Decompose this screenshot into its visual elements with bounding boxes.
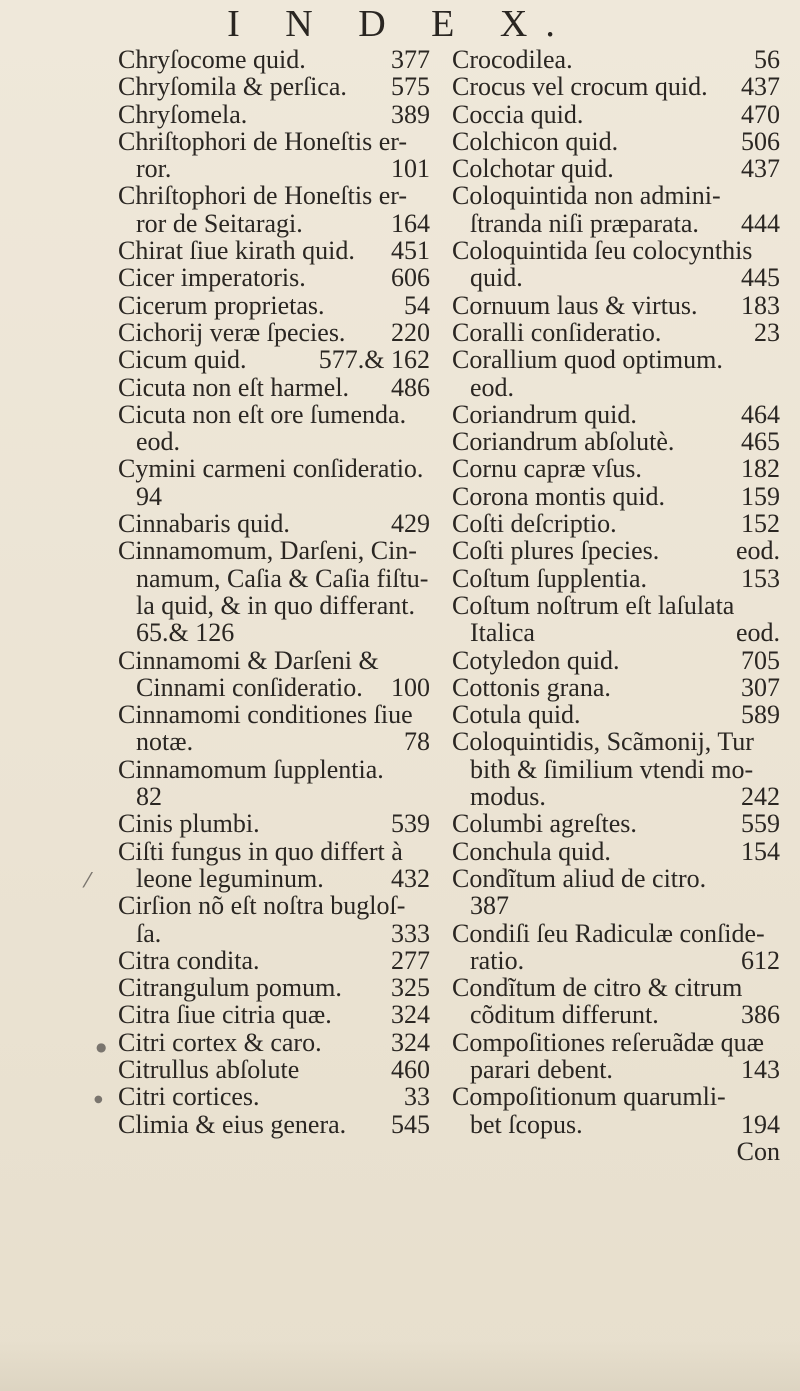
- page-bottom-shadow: [0, 1341, 800, 1391]
- index-entry-line: [118, 128, 430, 155]
- page-number: 153: [741, 563, 780, 593]
- index-entry-text: Coſti plures ſpecies.: [452, 536, 660, 566]
- index-entry-line: [118, 264, 430, 291]
- index-entry-continuation: [118, 565, 430, 592]
- index-entry-line: [118, 292, 430, 319]
- index-entry: [118, 756, 430, 811]
- index-entry-line: [118, 537, 430, 564]
- page-number: 333: [391, 918, 430, 948]
- index-entry-continuation: [452, 1111, 780, 1138]
- index-entry-text: Condiſi ſeu Radiculæ conſide-: [452, 918, 765, 948]
- index-entry-text: 82: [136, 782, 162, 812]
- index-entry-continuation: [452, 619, 780, 646]
- index-entry-line: [452, 455, 780, 482]
- index-entry: [118, 537, 430, 646]
- page-number: 389: [391, 99, 430, 129]
- page-number: 575: [391, 72, 430, 102]
- index-entry-text: Cotula quid.: [452, 700, 581, 730]
- index-entry-text: Cottonis grana.: [452, 672, 611, 702]
- index-entry: [118, 319, 430, 346]
- page-number: 445: [741, 263, 780, 293]
- page-number: 101: [391, 154, 430, 184]
- page-number: 705: [741, 645, 780, 675]
- page-number: 437: [741, 72, 780, 102]
- index-entry-text: Coſti deſcriptio.: [452, 509, 617, 539]
- index-entry: [118, 510, 430, 537]
- index-entry-line: [452, 565, 780, 592]
- index-entry-line: [452, 483, 780, 510]
- page-number: 470: [741, 99, 780, 129]
- index-entry-continuation: [118, 865, 430, 892]
- index-entry-text: Cinnami conſideratio.: [136, 672, 363, 702]
- index-entry: [118, 810, 430, 837]
- index-entry-text: ror de Seitaragi.: [136, 208, 303, 238]
- margin-dot: ●: [94, 1094, 103, 1105]
- index-entry: [452, 510, 780, 537]
- index-entry-line: [452, 401, 780, 428]
- index-entry-line: [118, 1056, 430, 1083]
- index-entry: [118, 974, 430, 1001]
- index-entry-line: [118, 510, 430, 537]
- index-entry-text: Cinnamomi & Darſeni &: [118, 645, 379, 675]
- index-entry-text: Crocodilea.: [452, 45, 573, 74]
- index-entry-text: eod.: [136, 427, 181, 457]
- index-entry-text: Coralli conſideratio.: [452, 317, 662, 347]
- index-entry-line: [118, 182, 430, 209]
- index-entry-continuation: [118, 728, 430, 755]
- index-entry: [452, 182, 780, 237]
- index-entry: [452, 346, 780, 401]
- page-number: 23: [754, 317, 780, 347]
- index-entry-line: [118, 647, 430, 674]
- index-entry: [452, 128, 780, 155]
- page-number: 437: [741, 154, 780, 184]
- index-entry-text: Columbi agreſtes.: [452, 809, 637, 839]
- page-number: 386: [741, 1000, 780, 1030]
- index-entry-continuation: [118, 428, 430, 455]
- index-entry-line: [452, 920, 780, 947]
- page-number: 577.& 162: [318, 345, 430, 375]
- index-entry-text: Coſtum noſtrum eſt laſulata: [452, 590, 735, 620]
- index-entry-text: Citrangulum pomum.: [118, 973, 342, 1003]
- index-entry-line: [452, 1083, 780, 1110]
- page-number: 33: [404, 1082, 430, 1112]
- page-number: 182: [741, 454, 780, 484]
- index-entry-text: Conchula quid.: [452, 836, 611, 866]
- index-entry-text: Colchotar quid.: [452, 154, 614, 184]
- index-entry-text: ſtranda niſi præparata.: [470, 208, 699, 238]
- index-entry: [118, 401, 430, 456]
- index-entry-line: [118, 810, 430, 837]
- page-number: 606: [391, 263, 430, 293]
- page-number: 220: [391, 317, 430, 347]
- index-entry-text: Cicerum proprietas.: [118, 290, 325, 320]
- index-entry-line: [452, 428, 780, 455]
- index-entry: [452, 974, 780, 1029]
- index-entry-line: [452, 974, 780, 1001]
- index-entry-text: Cotyledon quid.: [452, 645, 620, 675]
- index-entry-line: [452, 101, 780, 128]
- page-number: 444: [741, 208, 780, 238]
- index-entry: [118, 374, 430, 401]
- index-entry: [452, 810, 780, 837]
- index-entry-line: [452, 537, 780, 564]
- index-entry-text: Crocus vel crocum quid.: [452, 72, 708, 102]
- index-entry-line: [452, 647, 780, 674]
- index-entry-text: Citrullus abſolute: [118, 1054, 300, 1084]
- margin-dot: ●: [96, 1040, 107, 1054]
- index-entry-line: [452, 46, 780, 73]
- index-entry-line: [118, 1001, 430, 1028]
- index-entry-text: Chryſocome quid.: [118, 45, 306, 74]
- index-entry-continuation: [452, 756, 780, 783]
- index-entry-text: Corona montis quid.: [452, 481, 666, 511]
- index-entry-text: Citra ſiue citria quæ.: [118, 1000, 332, 1030]
- index-entry-line: [452, 73, 780, 100]
- index-entry-text: ſa.: [136, 918, 162, 948]
- page-number: 545: [391, 1109, 430, 1139]
- index-entry-text: 65.& 126: [136, 618, 235, 648]
- margin-pencil-mark: ⁄: [86, 868, 90, 892]
- index-entry-line: [118, 974, 430, 1001]
- index-column-left: [118, 46, 430, 1138]
- index-entry: [118, 455, 430, 510]
- index-entry-continuation: [118, 920, 430, 947]
- index-entry-text: 387: [470, 891, 509, 921]
- index-entry-line: [118, 319, 430, 346]
- page-number: 183: [741, 290, 780, 320]
- page-number: 429: [391, 509, 430, 539]
- index-entry-continuation: [452, 783, 780, 810]
- index-entry-line: [452, 292, 780, 319]
- index-entry-line: [452, 128, 780, 155]
- index-entry-text: Cicum quid.: [118, 345, 247, 375]
- index-entry-line: [452, 1029, 780, 1056]
- index-entry: [118, 182, 430, 237]
- index-entry: [452, 237, 780, 292]
- index-entry: [452, 647, 780, 674]
- index-entry: [118, 1001, 430, 1028]
- page-number: 325: [391, 973, 430, 1003]
- index-entry: [452, 865, 780, 920]
- index-entry-text: ror.: [136, 154, 172, 184]
- index-entry-text: Cinnabaris quid.: [118, 509, 290, 539]
- page-number: 464: [741, 399, 780, 429]
- index-entry-text: Coriandrum abſolutè.: [452, 427, 675, 457]
- index-entry: [118, 346, 430, 373]
- index-entry-text: Climia & eius genera.: [118, 1109, 347, 1139]
- index-entry-continuation: [118, 210, 430, 237]
- index-entry-continuation: [118, 783, 430, 810]
- index-entry-text: Chryſomila & perſica.: [118, 72, 347, 102]
- index-entry-text: Corallium quod optimum.: [452, 345, 723, 375]
- index-entry-line: [452, 237, 780, 264]
- index-entry-text: namum, Caſia & Caſia fiſtu-: [136, 563, 429, 593]
- index-entry: [452, 155, 780, 182]
- index-entry: [452, 1029, 780, 1084]
- index-entry-continuation: [452, 947, 780, 974]
- index-entry-continuation: [118, 155, 430, 182]
- index-entry-text: Coriandrum quid.: [452, 399, 637, 429]
- page-number: 78: [404, 727, 430, 757]
- index-entry: [118, 1083, 430, 1110]
- index-entry: [452, 920, 780, 975]
- index-entry: [452, 292, 780, 319]
- page-number: 377: [391, 45, 430, 74]
- page-number: 324: [391, 1027, 430, 1057]
- index-entry: [452, 537, 780, 564]
- index-entry-line: [452, 319, 780, 346]
- index-entry-text: Colchicon quid.: [452, 126, 619, 156]
- index-entry-text: Cicuta non eſt harmel.: [118, 372, 350, 402]
- page-number: 307: [741, 672, 780, 702]
- index-entry-text: Coloquintida non admini-: [452, 181, 721, 211]
- index-entry: [118, 292, 430, 319]
- index-entry-text: Citri cortex & caro.: [118, 1027, 322, 1057]
- page-number: 589: [741, 700, 780, 730]
- index-entry-line: [118, 1111, 430, 1138]
- index-entry: [452, 101, 780, 128]
- index-entry-line: [452, 865, 780, 892]
- index-entry-text: cõditum differunt.: [470, 1000, 659, 1030]
- index-entry: [118, 701, 430, 756]
- page-number: 152: [741, 509, 780, 539]
- index-entry-text: Cornu capræ vſus.: [452, 454, 642, 484]
- index-entry-continuation: [452, 264, 780, 291]
- index-entry-line: [118, 1083, 430, 1110]
- index-entry-line: [452, 810, 780, 837]
- index-entry-line: [452, 838, 780, 865]
- index-entry-continuation: [118, 483, 430, 510]
- index-entry-text: Cicuta non eſt ore ſumenda.: [118, 399, 407, 429]
- index-entry-line: [118, 947, 430, 974]
- index-entry: [118, 264, 430, 291]
- index-entry-line: [452, 674, 780, 701]
- page-number: 451: [391, 236, 430, 266]
- page-number: eod.: [735, 618, 780, 648]
- index-entry-text: Italica: [470, 618, 535, 648]
- index-entry-text: Compoſitiones reſeruãdæ quæ: [452, 1027, 764, 1057]
- index-entry-text: notæ.: [136, 727, 194, 757]
- index-entry-text: Cornuum laus & virtus.: [452, 290, 698, 320]
- index-entry-text: Cymini carmeni conſideratio.: [118, 454, 424, 484]
- page-number: 460: [391, 1054, 430, 1084]
- index-entry-text: bet ſcopus.: [470, 1109, 583, 1139]
- index-entry-continuation: [118, 619, 430, 646]
- page-number: 164: [391, 208, 430, 238]
- index-entry: [452, 592, 780, 647]
- index-entry: [452, 728, 780, 810]
- page-number: 143: [741, 1054, 780, 1084]
- page-number: 242: [741, 782, 780, 812]
- page-number: 324: [391, 1000, 430, 1030]
- index-entry-text: Chriſtophori de Honeſtis er-: [118, 181, 408, 211]
- index-entry: [118, 1029, 430, 1056]
- index-entry: [452, 483, 780, 510]
- index-entry-text: quid.: [470, 263, 523, 293]
- index-entry: [452, 565, 780, 592]
- index-entry: [118, 838, 430, 893]
- index-entry-text: Chryſomela.: [118, 99, 248, 129]
- index-entry-text: leone leguminum.: [136, 863, 324, 893]
- page-number: eod.: [735, 536, 780, 566]
- index-entry-line: [118, 374, 430, 401]
- index-entry-line: [118, 756, 430, 783]
- index-entry-line: [118, 73, 430, 100]
- page-number: 54: [404, 290, 430, 320]
- index-entry-text: Condĩtum aliud de citro.: [452, 863, 707, 893]
- index-entry: [118, 237, 430, 264]
- index-entry-continuation: [118, 674, 430, 701]
- page-number: 539: [391, 809, 430, 839]
- page-number: 100: [391, 672, 430, 702]
- index-entry-text: Cinnamomum ſupplentia.: [118, 754, 384, 784]
- index-entry-text: Chirat ſiue kirath quid.: [118, 236, 355, 266]
- page-number: 559: [741, 809, 780, 839]
- index-entry-text: Cinnamomi conditiones ſiue: [118, 700, 413, 730]
- index-entry-text: 94: [136, 481, 162, 511]
- index-entry: [452, 674, 780, 701]
- page-number: 465: [741, 427, 780, 457]
- page-number: 612: [741, 945, 780, 975]
- index-entry: [452, 455, 780, 482]
- index-entry-text: Cichorij veræ ſpecies.: [118, 317, 346, 347]
- index-entry: [118, 1111, 430, 1138]
- index-entry-line: [452, 182, 780, 209]
- index-entry-continuation: [452, 1056, 780, 1083]
- index-entry-text: Compoſitionum quarumli-: [452, 1082, 726, 1112]
- index-entry: [452, 701, 780, 728]
- catchword: Con: [736, 1136, 780, 1166]
- index-entry-line: [452, 155, 780, 182]
- index-entry-text: Coloquintidis, Scãmonij, Tur: [452, 727, 754, 757]
- index-entry-text: Cinis plumbi.: [118, 809, 260, 839]
- index-entry-text: parari debent.: [470, 1054, 613, 1084]
- page-number: 159: [741, 481, 780, 511]
- index-entry-text: modus.: [470, 782, 546, 812]
- index-entry-text: Cinnamomum, Darſeni, Cin-: [118, 536, 417, 566]
- page-number: 56: [754, 45, 780, 74]
- index-column-right: [452, 46, 780, 1165]
- index-entry-line: [118, 46, 430, 73]
- index-entry: [452, 46, 780, 73]
- index-entry-continuation: [452, 1001, 780, 1028]
- index-entry-text: Chriſtophori de Honeſtis er-: [118, 126, 408, 156]
- index-entry: [118, 1056, 430, 1083]
- index-entry-text: Ciſti fungus in quo differt à: [118, 836, 403, 866]
- index-entry: [452, 401, 780, 428]
- index-entry: [452, 73, 780, 100]
- index-entry: [452, 428, 780, 455]
- index-entry-text: Coſtum ſupplentia.: [452, 563, 647, 593]
- index-entry-continuation: [452, 374, 780, 401]
- index-entry-line: [118, 838, 430, 865]
- index-entry-continuation: [452, 210, 780, 237]
- index-entry: [118, 947, 430, 974]
- page-header: I N D E X.: [227, 3, 573, 45]
- index-entry-text: Citra condita.: [118, 945, 260, 975]
- index-entry-line: [452, 510, 780, 537]
- page-number: 432: [391, 863, 430, 893]
- index-entry-line: [118, 101, 430, 128]
- index-entry-line: [118, 237, 430, 264]
- index-entry-line: [118, 701, 430, 728]
- index-entry-text: Cirſion nõ eſt noſtra bugloſ-: [118, 891, 406, 921]
- index-entry-text: ratio.: [470, 945, 525, 975]
- index-entry-line: [118, 401, 430, 428]
- index-entry-line: [452, 701, 780, 728]
- index-entry-text: eod.: [470, 372, 515, 402]
- index-entry-line: [118, 892, 430, 919]
- page-number: 486: [391, 372, 430, 402]
- index-entry-text: Cicer imperatoris.: [118, 263, 306, 293]
- index-entry: [452, 319, 780, 346]
- index-entry-text: Citri cortices.: [118, 1082, 260, 1112]
- page-number: 154: [741, 836, 780, 866]
- index-entry-text: Coccia quid.: [452, 99, 584, 129]
- index-entry-line: [118, 455, 430, 482]
- index-entry-line: [452, 728, 780, 755]
- index-entry: [118, 101, 430, 128]
- index-entry-text: Condĩtum de citro & citrum: [452, 973, 743, 1003]
- index-entry-continuation: [118, 592, 430, 619]
- page-number: 277: [391, 945, 430, 975]
- page-number: 194: [741, 1109, 780, 1139]
- index-entry-continuation: [452, 892, 780, 919]
- index-entry: [118, 892, 430, 947]
- index-entry-line: [452, 346, 780, 373]
- index-entry: [118, 73, 430, 100]
- index-entry-line: [118, 346, 430, 373]
- index-entry-line: [118, 1029, 430, 1056]
- index-entry: [118, 647, 430, 702]
- page-number: 506: [741, 126, 780, 156]
- index-entry-text: bith & ſimilium vtendi mo-: [470, 754, 754, 784]
- index-entry-line: [452, 592, 780, 619]
- index-entry: [118, 128, 430, 183]
- index-entry-text: Coloquintida ſeu colocynthis: [452, 236, 753, 266]
- index-entry: [118, 46, 430, 73]
- index-entry: [452, 1083, 780, 1138]
- index-entry: [452, 838, 780, 865]
- index-entry-text: la quid, & in quo differant.: [136, 590, 415, 620]
